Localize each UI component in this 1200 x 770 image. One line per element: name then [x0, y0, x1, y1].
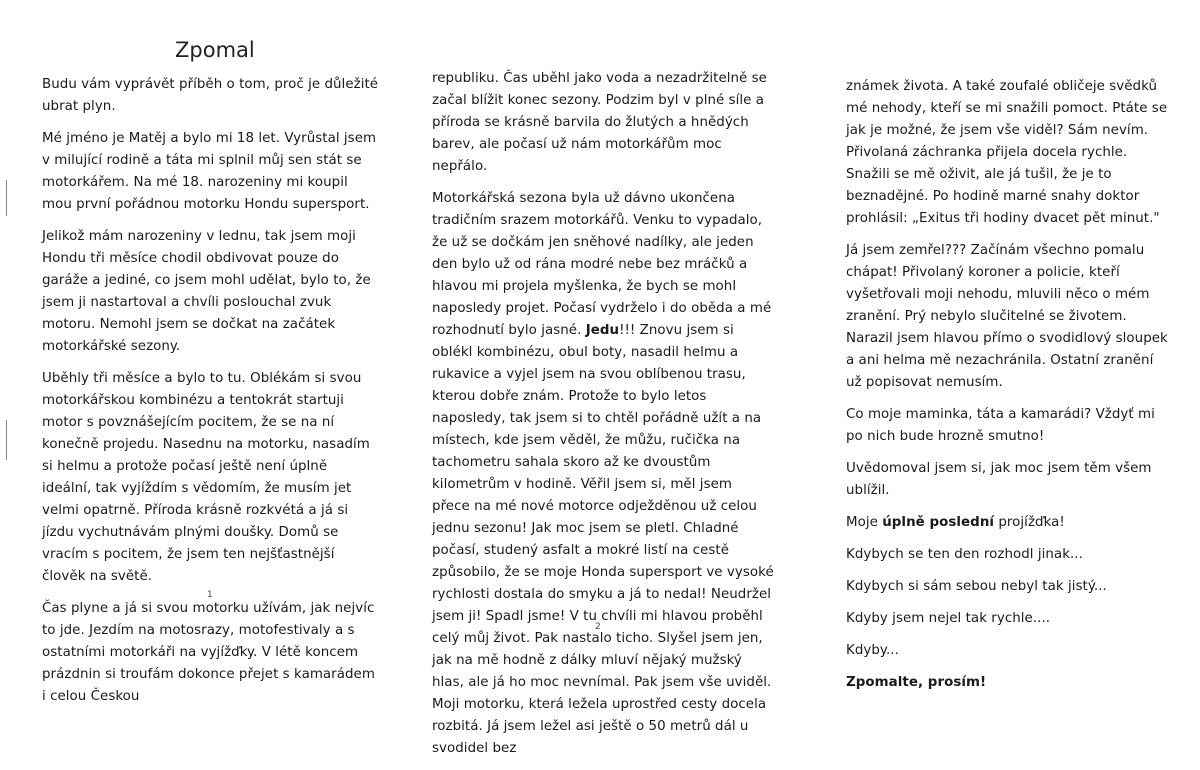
paragraph: Mé jméno je Matěj a bylo mi 18 let. Vyrůstal jsem v milující rodině a táta mi splnil můj sen stát se motorkářem. Na mé 18. narozeniny mi koupil mou první pořádnou motorku Hondu supersport. [42, 131, 377, 212]
paragraph: Kdybych si sám sebou nebyl tak jistý... [846, 579, 1107, 594]
text-run: Motorkářská sezona byla už dávno ukončena tradičním srazem motorkářů. Venku to vypadalo, že už se dočkám jen sněhové nadílky, ale jeden den bylo už od rána modré nebe bez mráčků a hlavou mi projela myšlenka, že bych se mohl naposledy projet. Počasí vydrželo i do oběda a mé rozhodnutí bylo jasné. [432, 191, 772, 338]
page-title: Zpomal [175, 38, 255, 62]
paragraph: Co moje maminka, táta a kamarádi? Vždyť mi po nich bude hrozně smutno! [846, 407, 1155, 444]
scan-mark [6, 420, 7, 460]
page-number: 1 [207, 590, 213, 600]
paragraph [846, 512, 1171, 534]
paragraph: Já jsem zemřel??? Začínám všechno pomalu chápat! Přivolaný koroner a policie, kteří vyšetřovali moji nehodu, mluvili něco o mém zranění. Prý nebylo slučitelné se životem. Narazil jsem hlavou přímo o svodidlový sloupek a ani helma mě nezachránila. Ostatní zranění už popisovat nemusím. [846, 243, 1168, 390]
paragraph: Uvědomoval jsem si, jak moc jsem těm všem ublížil. [846, 461, 1152, 498]
paragraph: Kdybych se ten den rozhodl jinak... [846, 547, 1083, 562]
closing-line [846, 672, 1171, 694]
paragraph: republiku. Čas uběhl jako voda a nezadržitelně se začal blížit konec sezony. Podzim byl v plné síle a příroda se krásně barvila do žlutých a hnědých barev, ale počasí už nám motorkářům moc nepřálo. [432, 71, 767, 174]
page-3-column [846, 76, 1171, 704]
paragraph: Čas plyne a já si svou motorku užívám, jak nejvíc to jde. Jezdím na motosrazy, motofestivaly a s ostatními motorkáři na vyjížďky. V létě koncem prázdnin si troufám dokonce přejet s kamarádem i celou Českou [42, 601, 375, 704]
text-run: !!! Znovu jsem si oblékl kombinézu, obul boty, nasadil helmu a rukavice a vyjel jsem na svou oblíbenou trasu, kterou dobře znám. Protože to bylo letos naposledy, tak jsem si to chtěl pořádně užít a na místech, kde jsem věděl, že můžu, ručička na tachometru sahala skoro až ke dvoustům kilometrům v hodině. Věřil jsem si, měl jsem přece na mé nové motorce odježděnou už celou jednu sezonu! Jak moc jsem se pletl. Chladné počasí, studený asfalt a mokré listí na cestě způsobilo, že se moje Honda supersport ve vysoké rychlosti dostala do smyku a já to nedal! Neudržel jsem ji! Spadl jsme! V tu chvíli mi hlavou proběhl celý můj život. Pak nastalo ticho. Slyšel jsem jen, jak na mě hodně z dálky mluví nějaký mužský hlas, ale já ho moc nevnímal. Pak jsem vše uviděl. Moji motorku, která ležela uprostřed cesty docela rozbitá. Já jsem ležel asi ještě o 50 metrů dál u svodidel bez [432, 323, 774, 756]
paragraph: Kdyby jsem nejel tak rychle.... [846, 611, 1051, 626]
bold-text: úplně poslední [882, 515, 995, 530]
paragraph: Uběhly tři měsíce a bylo to tu. Oblékám si svou motorkářskou kombinézu a tentokrát startuji motor s povznášejícím pocitem, že se na ní konečně projedu. Nasednu na motorku, nasadím si helmu a protože počasí ještě není úplně ideální, tak vyjíždím s vědomím, že musím jet velmi opatrně. Příroda krásně rozkvétá a já si jízdu vychutnávám plnými doušky. Domů se vracím s pocitem, že jsem ten nejšťastnější člověk na světě. [42, 371, 370, 584]
text-run: Moje [846, 515, 883, 530]
text-run: projížďka! [994, 515, 1065, 530]
bold-text: Jedu [585, 323, 620, 338]
page-number: 2 [595, 622, 601, 632]
scan-mark [6, 180, 7, 216]
paragraph: Budu vám vyprávět příběh o tom, proč je důležité ubrat plyn. [42, 77, 379, 114]
bold-text: Zpomalte, prosím! [846, 675, 987, 690]
paragraph: Jelikož mám narozeniny v lednu, tak jsem moji Hondu tři měsíce chodil obdivovat pouze do garáže a jediné, co jsem mohl udělat, bylo to, že jsem ji nastartoval a chvíli poslouchal zvuk motoru. Nemohl jsem se dočkat na začátek motorkářské sezony. [42, 229, 371, 354]
paragraph [432, 188, 774, 760]
paragraph: Kdyby... [846, 643, 899, 658]
page-1-column [42, 74, 380, 718]
paragraph: známek života. A také zoufalé obličeje svědků mé nehody, kteří se mi snažili pomoct. Ptáte se jak je možné, že jsem vše viděl? Sám nevím. Přivolaná záchranka přijela docela rychle. Snažili se mě oživit, ale já tušil, že je to beznadějné. Po hodině marné snahy doktor prohlásil: „Exitus tři hodiny dvacet pět minut." [846, 79, 1168, 226]
